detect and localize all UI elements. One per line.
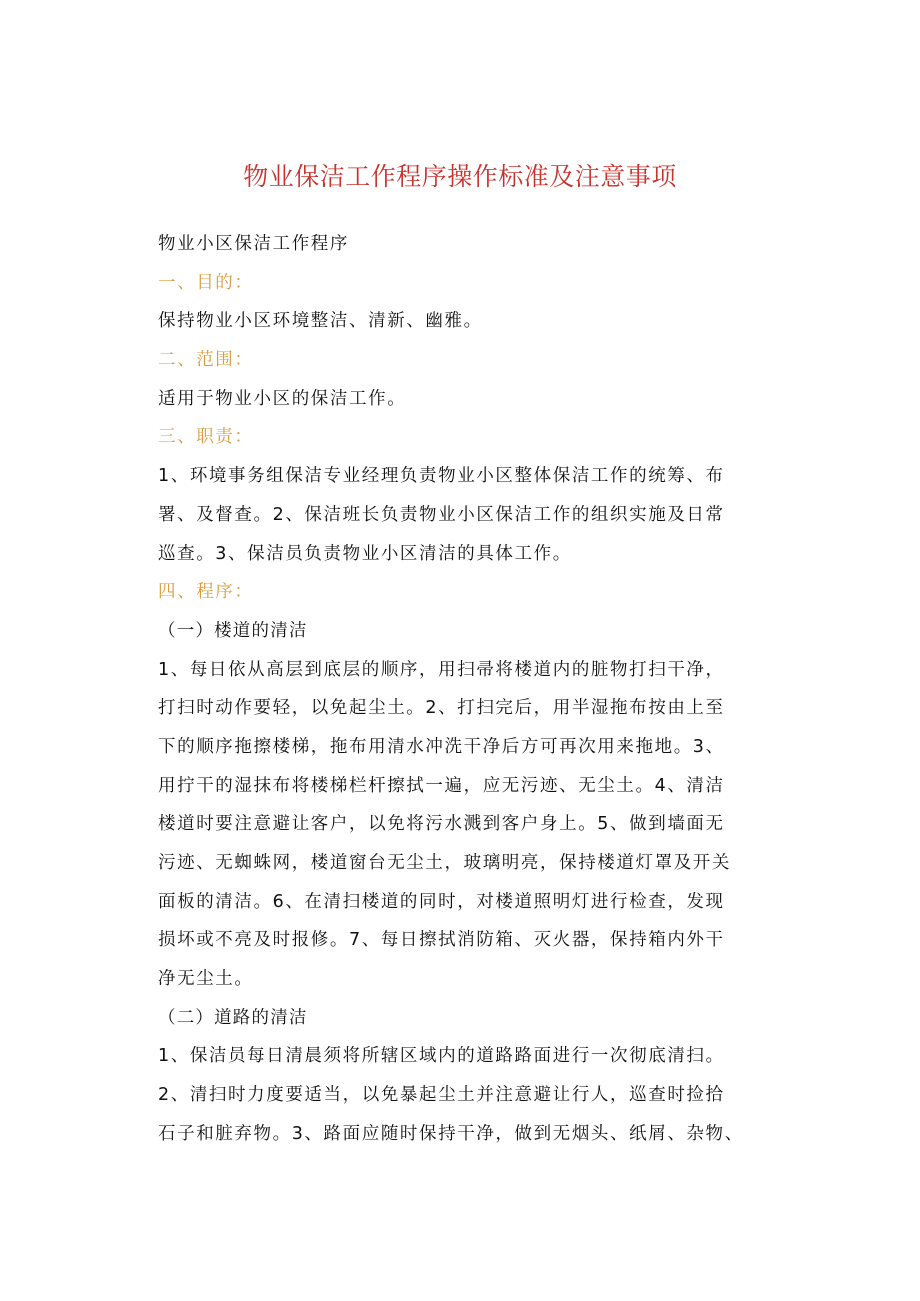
paragraph-line: 1、环境事务组保洁专业经理负责物业小区整体保洁工作的统筹、布 [158,466,725,487]
subsection-heading-road: （二）道路的清洁 [158,1007,308,1028]
paragraph-line: 面板的清洁。6、在清扫楼道的同时，对楼道照明灯进行检查，发现 [158,891,725,912]
paragraph-line: 2、清扫时力度要适当，以免暴起尘土并注意避让行人，巡查时捡拾 [158,1085,725,1106]
subsection-heading-stairway: （一）楼道的清洁 [158,620,308,641]
paragraph-line: 下的顺序拖擦楼梯，拖布用清水冲洗干净后方可再次用来拖地。3、 [158,736,725,757]
section-heading-purpose: 一、目的： [158,272,254,293]
document-title: 物业保洁工作程序操作标准及注意事项 [243,162,677,191]
paragraph-scope: 适用于物业小区的保洁工作。 [158,388,407,409]
paragraph-line: 巡查。3、保洁员负责物业小区清洁的具体工作。 [158,543,572,564]
paragraph-line: 净无尘土。 [158,969,254,990]
section-heading-procedure: 四、程序： [158,582,254,603]
paragraph-line: 1、每日依从高层到底层的顺序，用扫帚将楼道内的脏物打扫干净， [158,659,725,680]
section-heading-scope: 二、范围： [158,350,254,371]
paragraph-purpose: 保持物业小区环境整洁、清新、幽雅。 [158,311,483,332]
section-heading-duties: 三、职责： [158,427,254,448]
paragraph-line: 损坏或不亮及时报修。7、每日擦拭消防箱、灭火器，保持箱内外干 [158,930,725,951]
paragraph-line: 署、及督查。2、保洁班长负责物业小区保洁工作的组织实施及日常 [158,504,725,525]
paragraph-line: 楼道时要注意避让客户，以免将污水溅到客户身上。5、做到墙面无 [158,814,725,835]
paragraph-line: 1、保洁员每日清晨须将所辖区域内的道路路面进行一次彻底清扫。 [158,1046,725,1067]
paragraph-line: 污迹、无蜘蛛网，楼道窗台无尘土，玻璃明亮，保持楼道灯罩及开关 [158,853,731,873]
paragraph-line: 石子和脏弃物。3、路面应随时保持干净，做到无烟头、纸屑、杂物、 [158,1123,744,1144]
document-subtitle: 物业小区保洁工作程序 [158,234,349,254]
paragraph-line: 打扫时动作要轻，以免起尘土。2、打扫完后，用半湿拖布按由上至 [158,698,725,719]
paragraph-line: 用拧干的湿抹布将楼梯栏杆擦拭一遍，应无污迹、无尘土。4、清洁 [158,775,725,796]
document-body [158,225,768,1154]
